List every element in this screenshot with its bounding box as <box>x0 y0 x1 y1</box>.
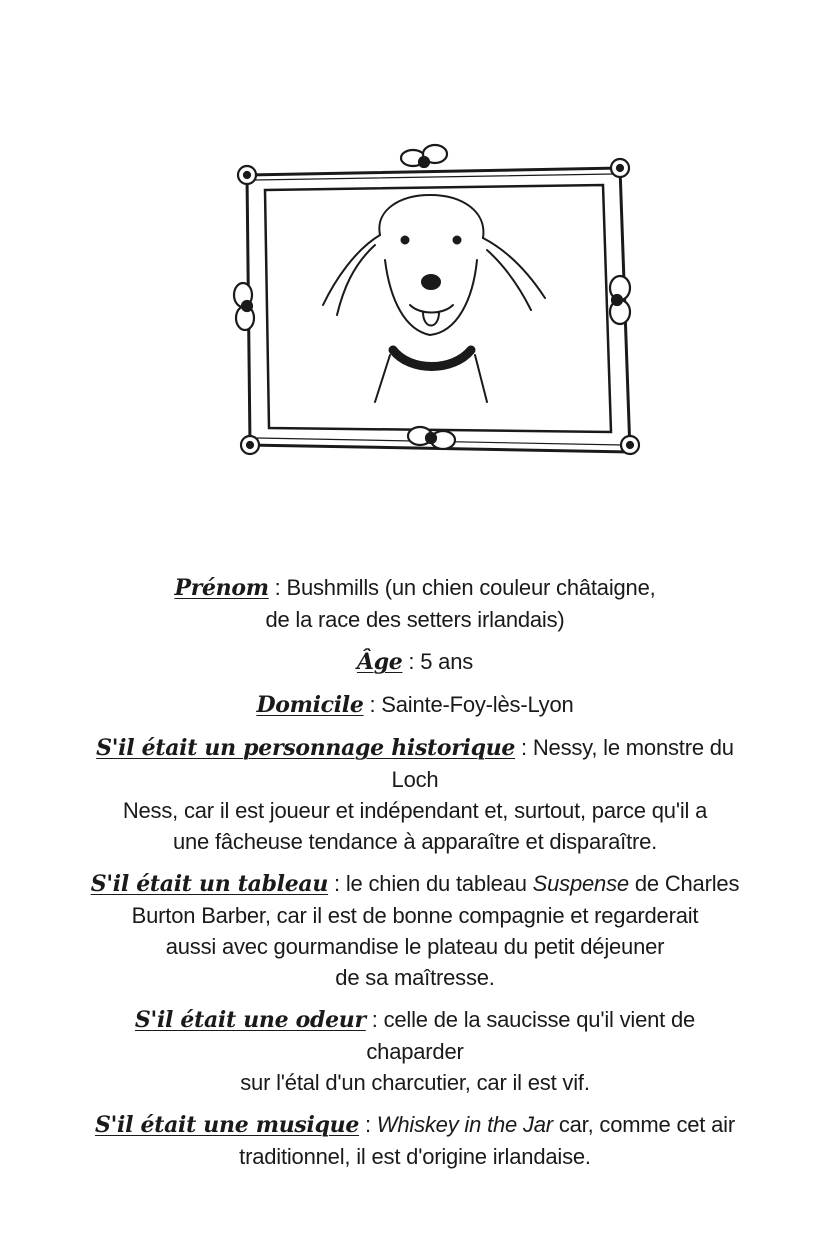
profile-text <box>90 572 740 1183</box>
entry-personnage-historique <box>90 732 740 857</box>
entry-domicile <box>90 689 740 721</box>
entry-separator: : <box>365 1007 384 1032</box>
dog-drawing <box>323 195 545 402</box>
entry-separator: : <box>359 1112 377 1137</box>
entry-text-line3: une fâcheuse tendance à apparaître et disparaître. <box>172 829 658 854</box>
entry-musique <box>90 1109 740 1172</box>
flower-ornament <box>234 145 639 454</box>
entry-separator: : <box>268 575 287 600</box>
entry-label: S'il était une odeur <box>134 1007 366 1033</box>
entry-separator: : <box>328 871 346 896</box>
entry-label: Âge <box>356 649 403 675</box>
entry-separator: : <box>402 649 421 674</box>
entry-age <box>90 646 740 678</box>
entry-text: de Charles <box>628 871 740 896</box>
entry-label: Prénom <box>174 575 269 601</box>
entry-text-line2: Burton Barber, car il est de bonne compagnie et regarderait <box>131 903 699 928</box>
entry-italic-title: Suspense <box>532 871 629 896</box>
dog-portrait-svg <box>225 140 645 480</box>
entry-text-line2: sur l'étal d'un charcutier, car il est vif. <box>240 1070 590 1095</box>
entry-italic-title: Whiskey in the Jar <box>376 1112 553 1137</box>
entry-text: Nessy, le monstre du Loch <box>391 735 734 792</box>
entry-text: Bushmills (un chien couleur châtaigne, <box>286 575 656 600</box>
entry-label: Domicile <box>256 692 364 718</box>
entry-label: S'il était une musique <box>95 1112 360 1138</box>
entry-label: S'il était un tableau <box>90 871 329 897</box>
entry-label: S'il était un personnage historique <box>96 735 516 761</box>
entry-text-line2: traditionnel, il est d'origine irlandaise. <box>239 1144 591 1169</box>
dog-portrait-illustration <box>225 140 645 480</box>
entry-text: celle de la saucisse qu'il vient de chaparder <box>366 1007 696 1064</box>
entry-text-line2: Ness, car il est joueur et indépendant et, surtout, parce qu'il a <box>122 798 708 823</box>
entry-text-line3: aussi avec gourmandise le plateau du petit déjeuner <box>165 934 665 959</box>
entry-tableau <box>90 868 740 993</box>
entry-text: le chien du tableau <box>345 871 533 896</box>
entry-text: car, comme cet air <box>552 1112 735 1137</box>
picture-frame <box>247 168 630 452</box>
entry-text: Sainte-Foy-lès-Lyon <box>381 692 574 717</box>
entry-text-line2: de la race des setters irlandais) <box>265 607 565 632</box>
entry-separator: : <box>515 735 533 760</box>
entry-prenom <box>90 572 740 635</box>
entry-text: 5 ans <box>420 649 474 674</box>
entry-separator: : <box>363 692 382 717</box>
entry-odeur <box>90 1004 740 1098</box>
entry-text-line4: de sa maîtresse. <box>335 965 495 990</box>
